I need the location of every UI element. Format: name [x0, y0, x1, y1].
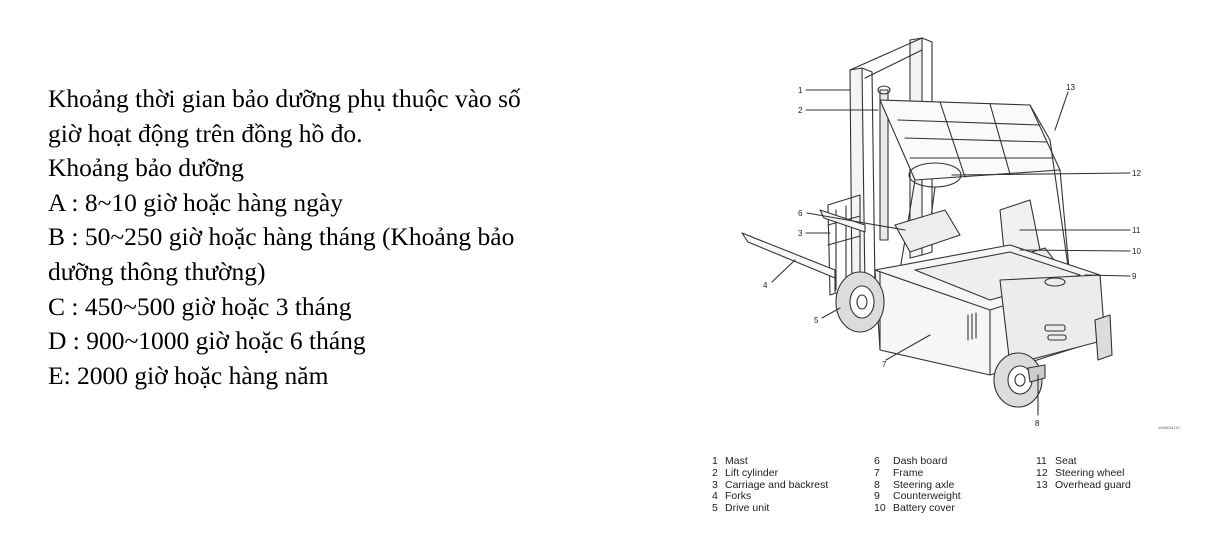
callout-6: 6: [798, 209, 803, 218]
legend-column-1: [712, 456, 828, 515]
legend-label: Forks: [725, 490, 752, 503]
legend-label: Battery cover: [893, 502, 955, 515]
interval-a: A : 8~10 giờ hoặc hàng ngày: [48, 187, 343, 217]
forklift-illustration: [700, 20, 1190, 445]
legend-number: 7: [874, 466, 880, 479]
callout-13: 13: [1066, 83, 1075, 92]
legend-number: 6: [874, 455, 880, 467]
maintenance-interval-text: [48, 82, 668, 393]
legend-item: [1036, 480, 1131, 492]
legend-label: Lift cylinder: [725, 466, 779, 479]
text-line: Khoảng bảo dưỡng: [48, 153, 244, 183]
callout-10: 10: [1132, 247, 1141, 256]
legend-column-3: [1036, 456, 1131, 491]
figure-code: 1608OM110: [1158, 425, 1180, 430]
legend-number: 5: [712, 502, 718, 515]
callout-4: 4: [763, 281, 768, 290]
callout-9: 9: [1132, 272, 1137, 281]
legend-label: Mast: [725, 455, 748, 467]
callout-1: 1: [798, 86, 803, 95]
interval-d: D : 900~1000 giờ hoặc 6 tháng: [48, 326, 366, 356]
legend-label: Seat: [1055, 455, 1077, 467]
legend-label: Overhead guard: [1055, 478, 1131, 491]
legend-number: 11: [1036, 455, 1047, 467]
interval-b: B : 50~250 giờ hoặc hàng tháng (Khoảng bảo: [48, 222, 515, 252]
legend-item: [712, 503, 828, 515]
legend-number: 10: [874, 502, 886, 515]
callout-11: 11: [1132, 226, 1141, 235]
legend-label: Carriage and backrest: [725, 478, 829, 491]
legend-number: 4: [712, 490, 718, 503]
legend-number: 1: [712, 455, 718, 467]
parts-legend: [712, 456, 1202, 540]
callout-8: 8: [1035, 419, 1040, 428]
legend-item: [874, 503, 961, 515]
callout-12: 12: [1132, 169, 1141, 178]
interval-b-cont: dưỡng thông thường): [48, 256, 266, 286]
callout-5: 5: [814, 316, 819, 325]
legend-label: Counterweight: [893, 490, 961, 503]
legend-label: Drive unit: [725, 502, 770, 515]
interval-e: E: 2000 giờ hoặc hàng năm: [48, 360, 329, 390]
callout-7: 7: [882, 360, 887, 369]
legend-number: 13: [1036, 478, 1048, 491]
legend-number: 3: [712, 478, 718, 491]
legend-number: 2: [712, 466, 718, 479]
text-line: giờ hoạt động trên đồng hồ đo.: [48, 118, 363, 148]
callout-3: 3: [798, 229, 803, 238]
forklift-diagram: [700, 20, 1190, 445]
callout-2: 2: [798, 106, 803, 115]
legend-label: Frame: [893, 466, 924, 479]
legend-number: 9: [874, 490, 880, 503]
interval-c: C : 450~500 giờ hoặc 3 tháng: [48, 291, 352, 321]
legend-number: 8: [874, 478, 880, 491]
legend-label: Steering axle: [893, 478, 955, 491]
legend-label: Dash board: [893, 455, 948, 467]
legend-number: 12: [1036, 466, 1048, 479]
legend-column-2: [874, 456, 961, 515]
legend-label: Steering wheel: [1055, 466, 1125, 479]
text-line: Khoảng thời gian bảo dưỡng phụ thuộc vào số: [48, 84, 521, 113]
